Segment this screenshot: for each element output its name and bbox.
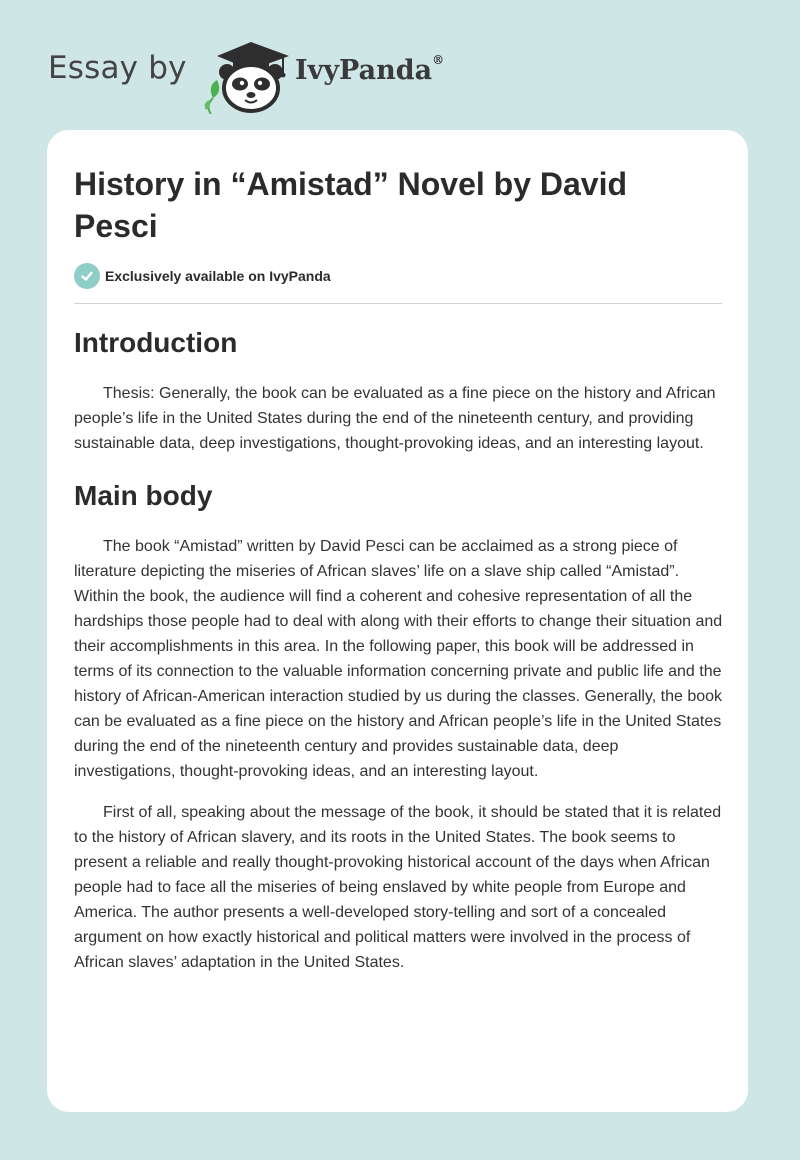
badge-label: Exclusively available on IvyPanda — [105, 268, 331, 284]
essay-by-label: Essay by — [48, 50, 187, 86]
section-introduction — [74, 323, 724, 456]
paragraph: First of all, speaking about the message of the book, it should be stated that it is related to the history of African slavery, and its roots in the United States. The book seems to present a reliable and really thought-provoking historical account of the days when African people had to face all the miseries of being enslaved by white people from Europe and America. The author presents a well-developed story-telling and sort of a concealed argument on how exactly historical and political matters were involved in the process of African slaves’ adaptation in the United States. — [74, 804, 722, 971]
page-title: History in “Amistad” Novel by David Pesci — [74, 166, 628, 244]
section-heading: Main body — [74, 480, 213, 511]
paragraph: The book “Amistad” written by David Pesci can be acclaimed as a strong piece of literature depicting the miseries of African slaves’ life on a slave ship called “Amistad”. Within the book, the audience will find a coherent and cohesive representation of all the hardships those people had to deal with along with their efforts to change their situation and their accomplishments in this area. In the following paper, this book will be addressed in terms of its connection to the valuable information concerning private and public life and the history of African-American interaction studied by us during the classes. Generally, the book can be evaluated as a fine piece on the history and African people’s life in the United States during the end of the nineteenth century and provides sustainable data, deep investigations, thought-provoking ideas, and an interesting layout. — [74, 538, 723, 780]
divider — [74, 303, 722, 304]
essay-card — [47, 130, 748, 1112]
exclusive-badge — [74, 263, 331, 289]
site-header — [48, 30, 748, 110]
section-heading: Introduction — [74, 327, 238, 358]
paragraph: Thesis: Generally, the book can be evaluated as a fine piece on the history and African people’s life in the United States during the end of the nineteenth century, and providing sustainable data, deep investigations, thought-provoking ideas, and an interesting layout. — [74, 385, 716, 452]
essay-body — [74, 323, 724, 991]
section-main-body — [74, 476, 724, 975]
check-circle-icon — [74, 263, 100, 289]
brand-logo-text[interactable] — [295, 55, 444, 86]
brand-name: IvyPanda — [295, 55, 433, 86]
panda-graduate-icon[interactable] — [203, 34, 295, 114]
registered-mark: ® — [432, 53, 445, 67]
